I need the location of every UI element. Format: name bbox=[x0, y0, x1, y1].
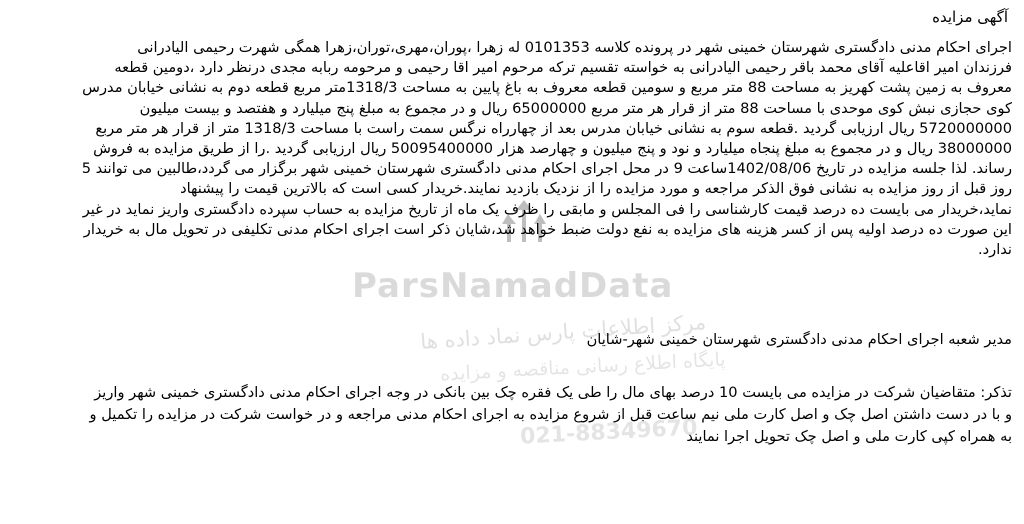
body-line: 5720000000 ریال ارزیابی گردید .قطعه سوم به نشانی خیابان مدرس بعد از چهارراه نرگس سمت راست با مساحت 1318/3 متر از قرار هر متر مربع bbox=[95, 119, 1012, 137]
body-line: فرزندان امیر اقاعلیه آقای محمد باقر رحیمی الیادرانی به خواسته تقسیم ترکه مرحوم امیر اقا رحیمی و مرحومه ربابه مجدی درنظر دارد ،دومین قطعه bbox=[114, 59, 1012, 77]
body-line: نماید،خریدار می بایست ده درصد قیمت کارشناسی را فی المجلس و مابقی را ظرف یک ماه از تاریخ مزایده به حساب سپرده دادگستری واریز نماید در غیر bbox=[82, 200, 1012, 218]
watermark-tagline: مرکز اطلاعات پارس نماد داده ها bbox=[419, 310, 707, 354]
body-line: کوی حجازی نبش کوی موحدی با مساحت 88 متر از قرار هر متر مربع 65000000 ریال و در مجموع به مبلغ پنج میلیارد و هفتصد و بیست میلیون bbox=[139, 99, 1012, 117]
body-line: معروف به زمین پشت کهریز به مساحت 88 متر مربع و سومین قطعه معروف به باغ پایین به مساحت 1318/3متر مربع قطعه دوم به نشانی خیابان مدرس bbox=[82, 79, 1012, 97]
body-line: 38000000 ریال و در مجموع به مبلغ پنجاه میلیارد و نود و پنج میلیون و چهارصد هزار 50095400000 ریال ارزیابی گردید .را از طریق مزایده به فروش bbox=[93, 139, 1012, 157]
notice-body bbox=[12, 38, 1012, 260]
body-line: این صورت ده درصد اولیه پس از کسر هزینه های مزایده به نفع دولت ضبط خواهد شد،شایان ذکر است اجرای احکام مدنی تکلیفی در تحویل مال به خریدار bbox=[83, 220, 1012, 238]
note-line: تذکر: متقاضیان شرکت در مزایده می بایست 10 درصد بهای مال را طی یک فقره چک بین بانکی در وجه اجرای احکام مدنی دادگستری خمینی شهر واریز bbox=[94, 384, 1012, 401]
watermark-phone: 021-88349670 bbox=[519, 415, 699, 450]
body-line: روز قبل از روز مزایده به نشانی فوق الذکر مراجعه و مورد مزایده را از نزدیک بازدید نمایند.خریدار کسی است که بالاترین قیمت را پیشنهاد bbox=[180, 180, 1012, 198]
notice-title: آگهی مزایده bbox=[932, 8, 1008, 26]
body-line: رساند. لذا جلسه مزایده در تاریخ 1402/08/06ساعت 9 در محل اجرای احکام مدنی دادگستری شهرستان خمینی شهر برگزار می گردد،طالبین می توانند 5 bbox=[81, 160, 1012, 178]
note-line: و با در دست داشتن اصل چک و اصل کارت ملی نیم ساعت قبل از شروع مزایده به اجرای احکام مدنی مراجعه و در خواست شرکت در مزایده را تکمیل و bbox=[89, 406, 1012, 423]
body-line: اجرای احکام مدنی دادگستری شهرستان خمینی شهر در پرونده کلاسه 0101353 له زهرا ،پوران،مهری،توران،زهرا همگی شهرت رحیمی الیادرانی bbox=[137, 39, 1012, 56]
notice-signature: مدیر شعبه اجرای احکام مدنی دادگستری شهرستان خمینی شهر-شایان bbox=[586, 331, 1012, 348]
note-line: به همراه کپی کارت ملی و اصل چک تحویل اجرا نمایند bbox=[686, 428, 1012, 445]
watermark-tagline-secondary: پایگاه اطلاع رسانی مناقصه و مزایده bbox=[439, 348, 727, 386]
body-line: ندارد. bbox=[978, 240, 1012, 258]
watermark-brand: ParsNamadData bbox=[352, 266, 674, 306]
notice-note bbox=[12, 382, 1012, 448]
